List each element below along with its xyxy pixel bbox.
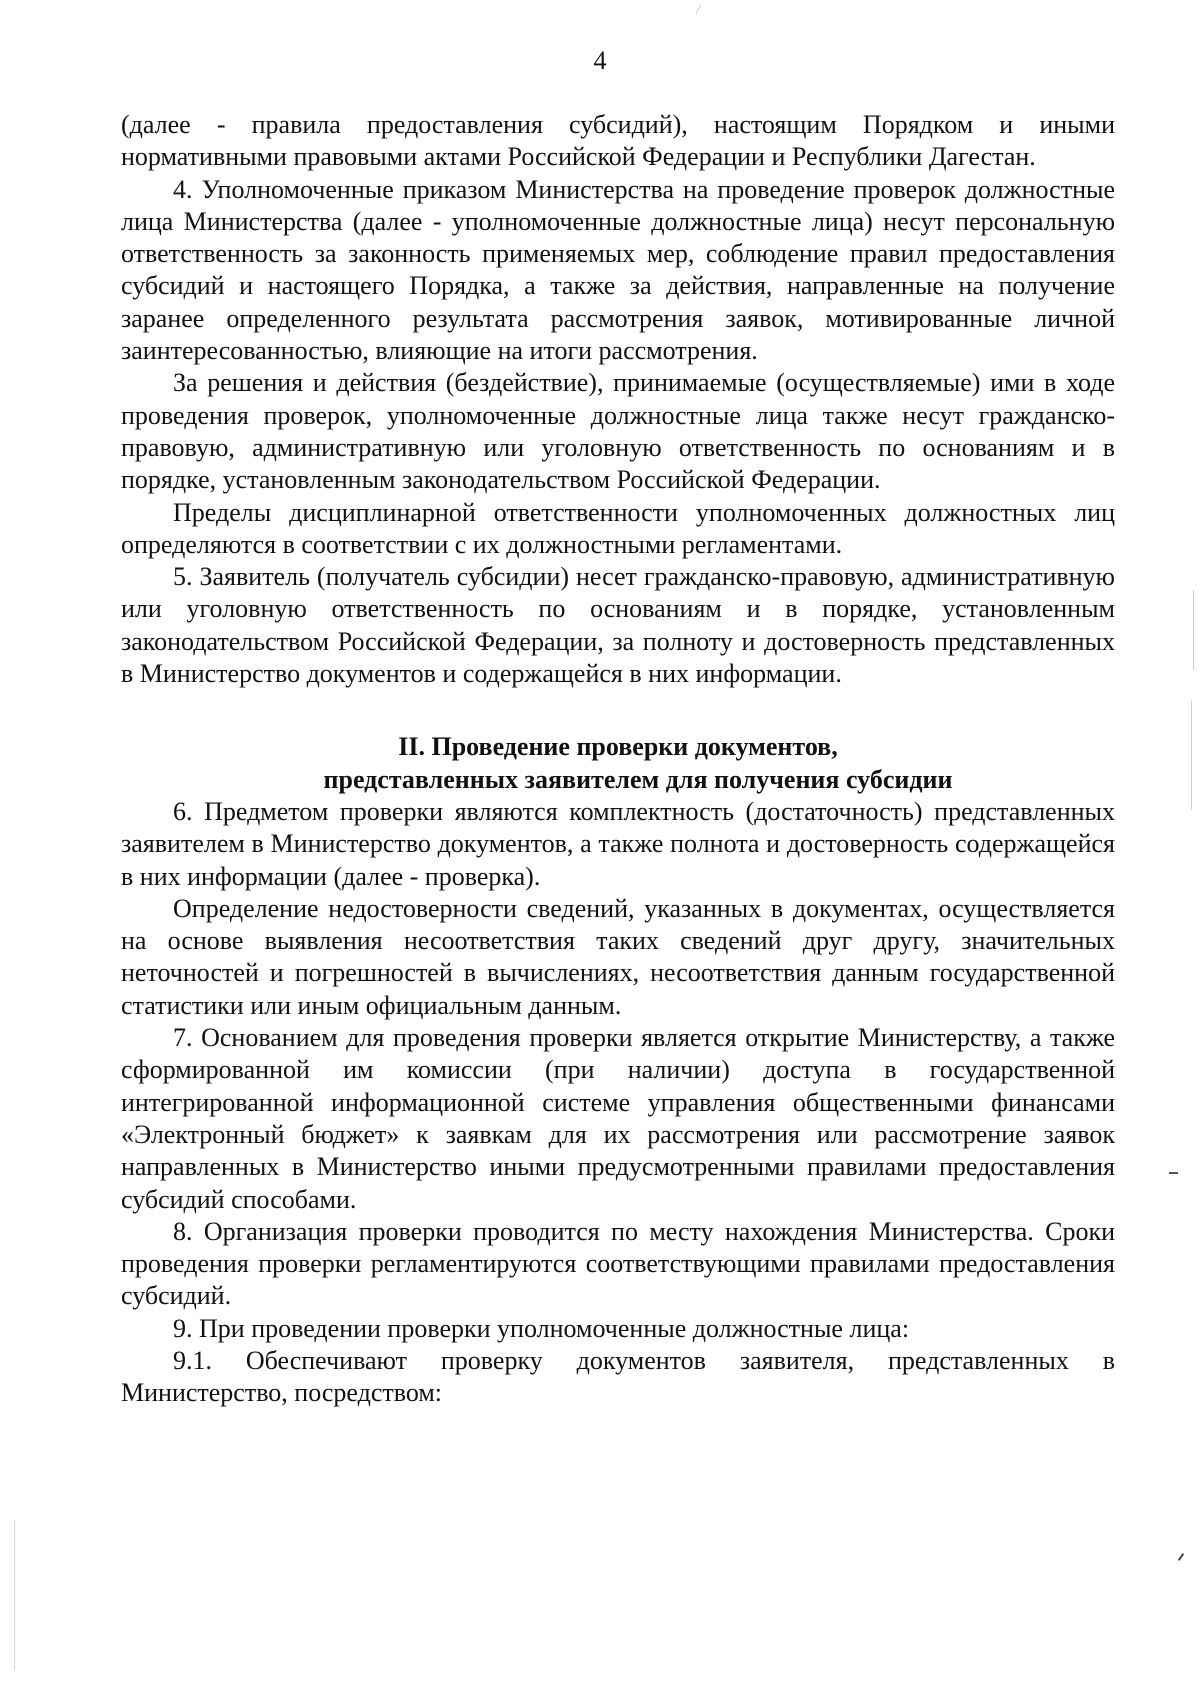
paragraph-item-6: 6. Предметом проверки являются комплектность (достаточность) представленных заявителем в Министерство документов, а также полнота и достоверность содержащейся в них информации (далее - проверка). bbox=[121, 796, 1115, 891]
paragraph-disciplinary: Пределы дисциплинарной ответственности уполномоченных должностных лиц определяются в соответствии с их должностными регламентами. bbox=[121, 497, 1115, 559]
paragraph-item-4: 4. Уполномоченные приказом Министерства на проведение проверок должностные лица Министерства (далее - уполномоченные должностные лица) несут персональную ответственность за законность применяемых мер, соблюдение правил предоставления субсидий и настоящего Порядка, а также за действия, направленные на получение заранее определенного результата рассмотрения заявок, мотивированные личной заинтересованностью, влияющие на итоги рассмотрения. bbox=[121, 174, 1115, 366]
paragraph-liability: За решения и действия (бездействие), принимаемые (осуществляемые) ими в ходе проведения проверок, уполномоченные должностные лица также несут гражданско-правовую, административную или уголовную ответственность по основаниям и в порядке, установленным законодательством Российской Федерации. bbox=[121, 368, 1115, 495]
scan-artifact bbox=[1191, 700, 1192, 810]
paragraph-item-9: 9. При проведении проверки уполномоченные должностные лица: bbox=[173, 1313, 910, 1343]
paragraph-item-9-1: 9.1. Обеспечивают проверку документов заявителя, представленных в Министерство, посредством: bbox=[121, 1345, 1115, 1408]
page-number: 4 bbox=[593, 46, 607, 75]
paragraph-item-8: 8. Организация проверки проводится по месту нахождения Министерства. Сроки проведения проверки регламентируются соответствующими правилами предоставления субсидий. bbox=[121, 1216, 1115, 1311]
section-heading bbox=[121, 731, 1115, 796]
document-body bbox=[121, 109, 1115, 1410]
section-heading-line-1: II. Проведение проверки документов, bbox=[398, 732, 838, 762]
scan-artifact bbox=[14, 1520, 15, 1670]
paragraph-unreliability: Определение недостоверности сведений, указанных в документах, осуществляется на основе выявления несоответствия таких сведений друг другу, значительных неточностей и погрешностей в вычислениях, несоответствия данным государственной статистики или иным официальным данным. bbox=[121, 893, 1115, 1020]
section-heading-line-2: представленных заявителем для получения субсидии bbox=[323, 764, 953, 794]
paragraph-item-7: 7. Основанием для проведения проверки является открытие Министерству, а также сформированной им комиссии (при наличии) доступа в государственной интегрированной информационной системе управления общественными финансами «Электронный бюджет» к заявкам для их рассмотрения или рассмотрение заявок направленных в Министерство иными предусмотренными правилами предоставления субсидий способами. bbox=[121, 1023, 1115, 1214]
scan-artifact bbox=[696, 4, 702, 13]
paragraph-continuation: (далее - правила предоставления субсидий), настоящим Порядком и иными нормативными правовыми актами Российской Федерации и Республики Дагестан. bbox=[121, 110, 1115, 172]
scan-artifact bbox=[1169, 1172, 1178, 1174]
paragraph-item-5: 5. Заявитель (получатель субсидии) несет гражданско-правовую, административную или уголовную ответственность по основаниям и в порядке, установленным законодательством Российской Федерации, за полноту и достоверность представленных в Министерство документов и содержащейся в них информации. bbox=[121, 562, 1115, 689]
scan-artifact bbox=[1178, 1553, 1184, 1561]
scan-artifact bbox=[1193, 590, 1194, 670]
